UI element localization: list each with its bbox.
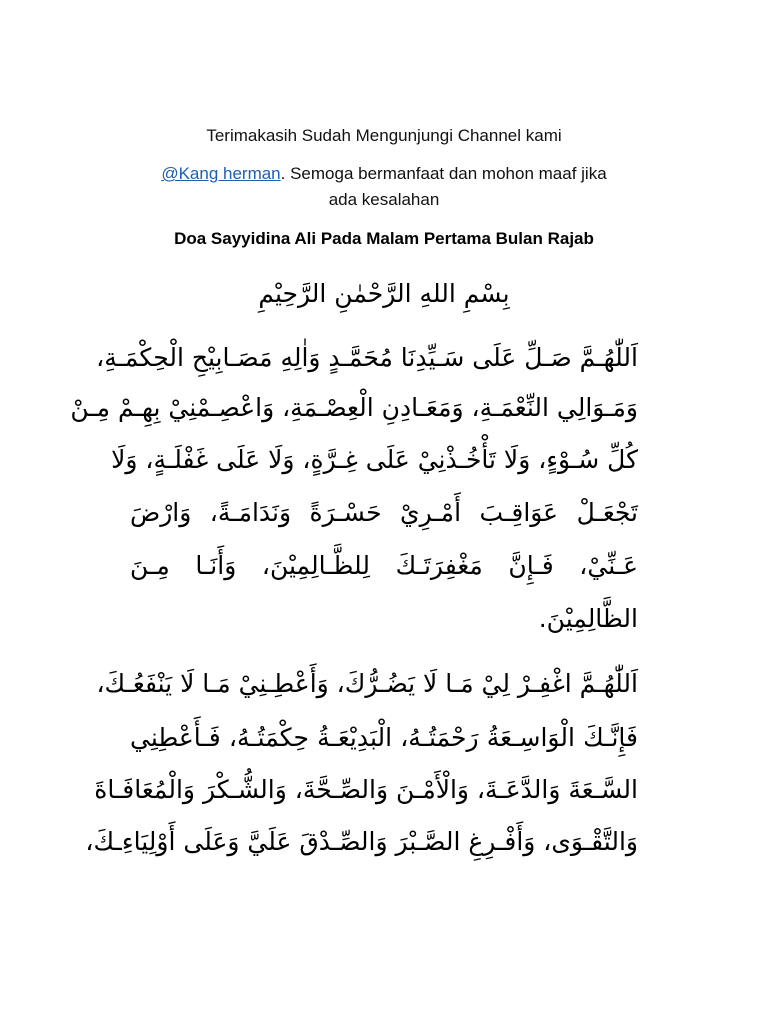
arabic-line: الظَّالِمِيْنَ. (538, 604, 638, 633)
document-title: Doa Sayyidina Ali Pada Malam Pertama Bulan Rajab (174, 229, 594, 248)
arabic-line: كُلِّ سُـوْءٍ، وَلَا تَأْخُـذْنِيْ عَلَى غِـرَّةٍ، وَلَا عَلَى غَفْلَـةٍ، وَلَا (111, 445, 638, 474)
intro-line: Terimakasih Sudah Mengunjungi Channel kami (206, 126, 562, 145)
arabic-line: فَإِنَّـكَ الْوَاسِـعَةُ رَحْمَتُـهُ، الْبَدِيْعَـةُ حِكْمَتُـهُ، فَـأَعْطِنِي (130, 723, 638, 752)
arabic-line: اَللّٰهُـمَّ اغْفِـرْ لِيْ مَـا لَا يَضُـرُّكَ، وَأَعْطِـنِيْ مَـا لَا يَنْفَعُـكَ، (96, 669, 638, 698)
arabic-line: عَـنِّيْ، فَـإِنَّ مَغْفِرَتَـكَ لِلظَّـالِمِيْنَ، وَأَنَـا مِـنَ (130, 551, 638, 580)
intro-line-with-link (0, 162, 768, 186)
arabic-line: السَّـعَةَ وَالدَّعَـةَ، وَالْأَمْـنَ وَالصِّـحَّةَ، وَالشُّـكْرَ وَالْمُعَافَـاةَ (94, 775, 638, 804)
intro-line-end: ada kesalahan (328, 190, 440, 209)
arabic-line: وَالتَّقْـوَى، وَأَفْـرِغِ الصَّـبْرَ وَالصِّـدْقَ عَلَيَّ وَعَلَى أَوْلِيَاءِـكَ، (85, 827, 638, 856)
arabic-line: اَللّٰهُـمَّ صَـلِّ عَلَى سَـيِّدِنَا مُحَمَّـدٍ وَاٰلِهِ مَصَـابِيْحِ الْحِكْمَـةِ، (96, 343, 638, 372)
arabic-line: وَمَـوَالِي النِّعْمَـةِ، وَمَعَـادِنِ الْعِصْـمَةِ، وَاعْصِـمْنِيْ بِهِـمْ مِـنْ (70, 393, 638, 422)
bismillah: بِسْمِ اللهِ الرَّحْمٰنِ الرَّحِيْمِ (258, 279, 510, 308)
intro-line-rest: . Semoga bermanfaat dan mohon maaf jika (280, 164, 607, 183)
channel-link[interactable]: @Kang herman (161, 164, 281, 183)
arabic-line: تَجْعَـلْ عَوَاقِـبَ أَمْـرِيْ حَسْـرَةً وَنَدَامَـةً، وَارْضَ (130, 498, 638, 527)
